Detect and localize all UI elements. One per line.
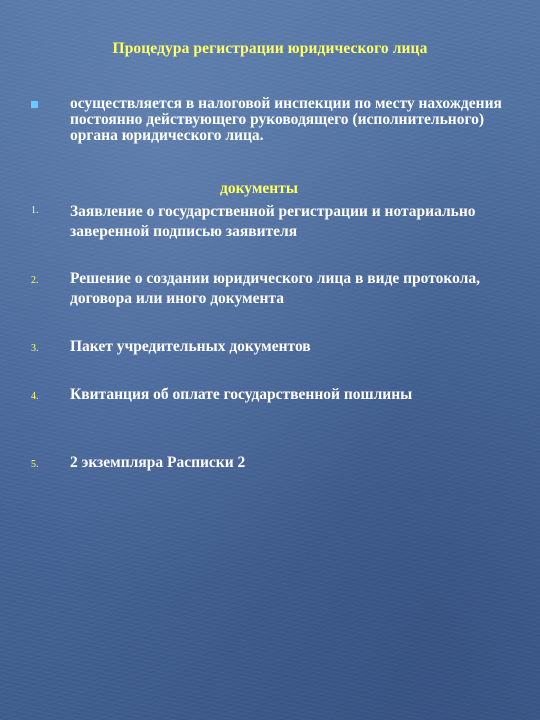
list-item-text: Квитанция об оплате государственной пошлины [70, 386, 413, 403]
list-item-text: Заявление о государственной регистрации и нотариально заверенной подписью заявителя [70, 203, 476, 240]
list-item-text: 2 экземпляра Расписки 2 [70, 454, 246, 471]
list-item-text: Пакет учредительных документов [70, 338, 311, 355]
slide-title: Процедура регистрации юридического лица [112, 40, 428, 57]
list-item-text: Решение о создании юридического лица в виде протокола, договора или иного документа [70, 270, 480, 307]
list-item-number: 5. [31, 459, 39, 470]
square-bullet-icon [31, 101, 38, 108]
list-item-number: 2. [31, 275, 39, 286]
list-item-number: 4. [31, 391, 39, 402]
documents-subheading: документы [220, 180, 298, 197]
list-item-number: 1. [31, 205, 39, 216]
list-item-number: 3. [31, 343, 39, 354]
intro-paragraph: осуществляется в налоговой инспекции по месту нахождения постоянно действующего руководящего (исполнительного) органа юридического лица. [70, 95, 502, 144]
